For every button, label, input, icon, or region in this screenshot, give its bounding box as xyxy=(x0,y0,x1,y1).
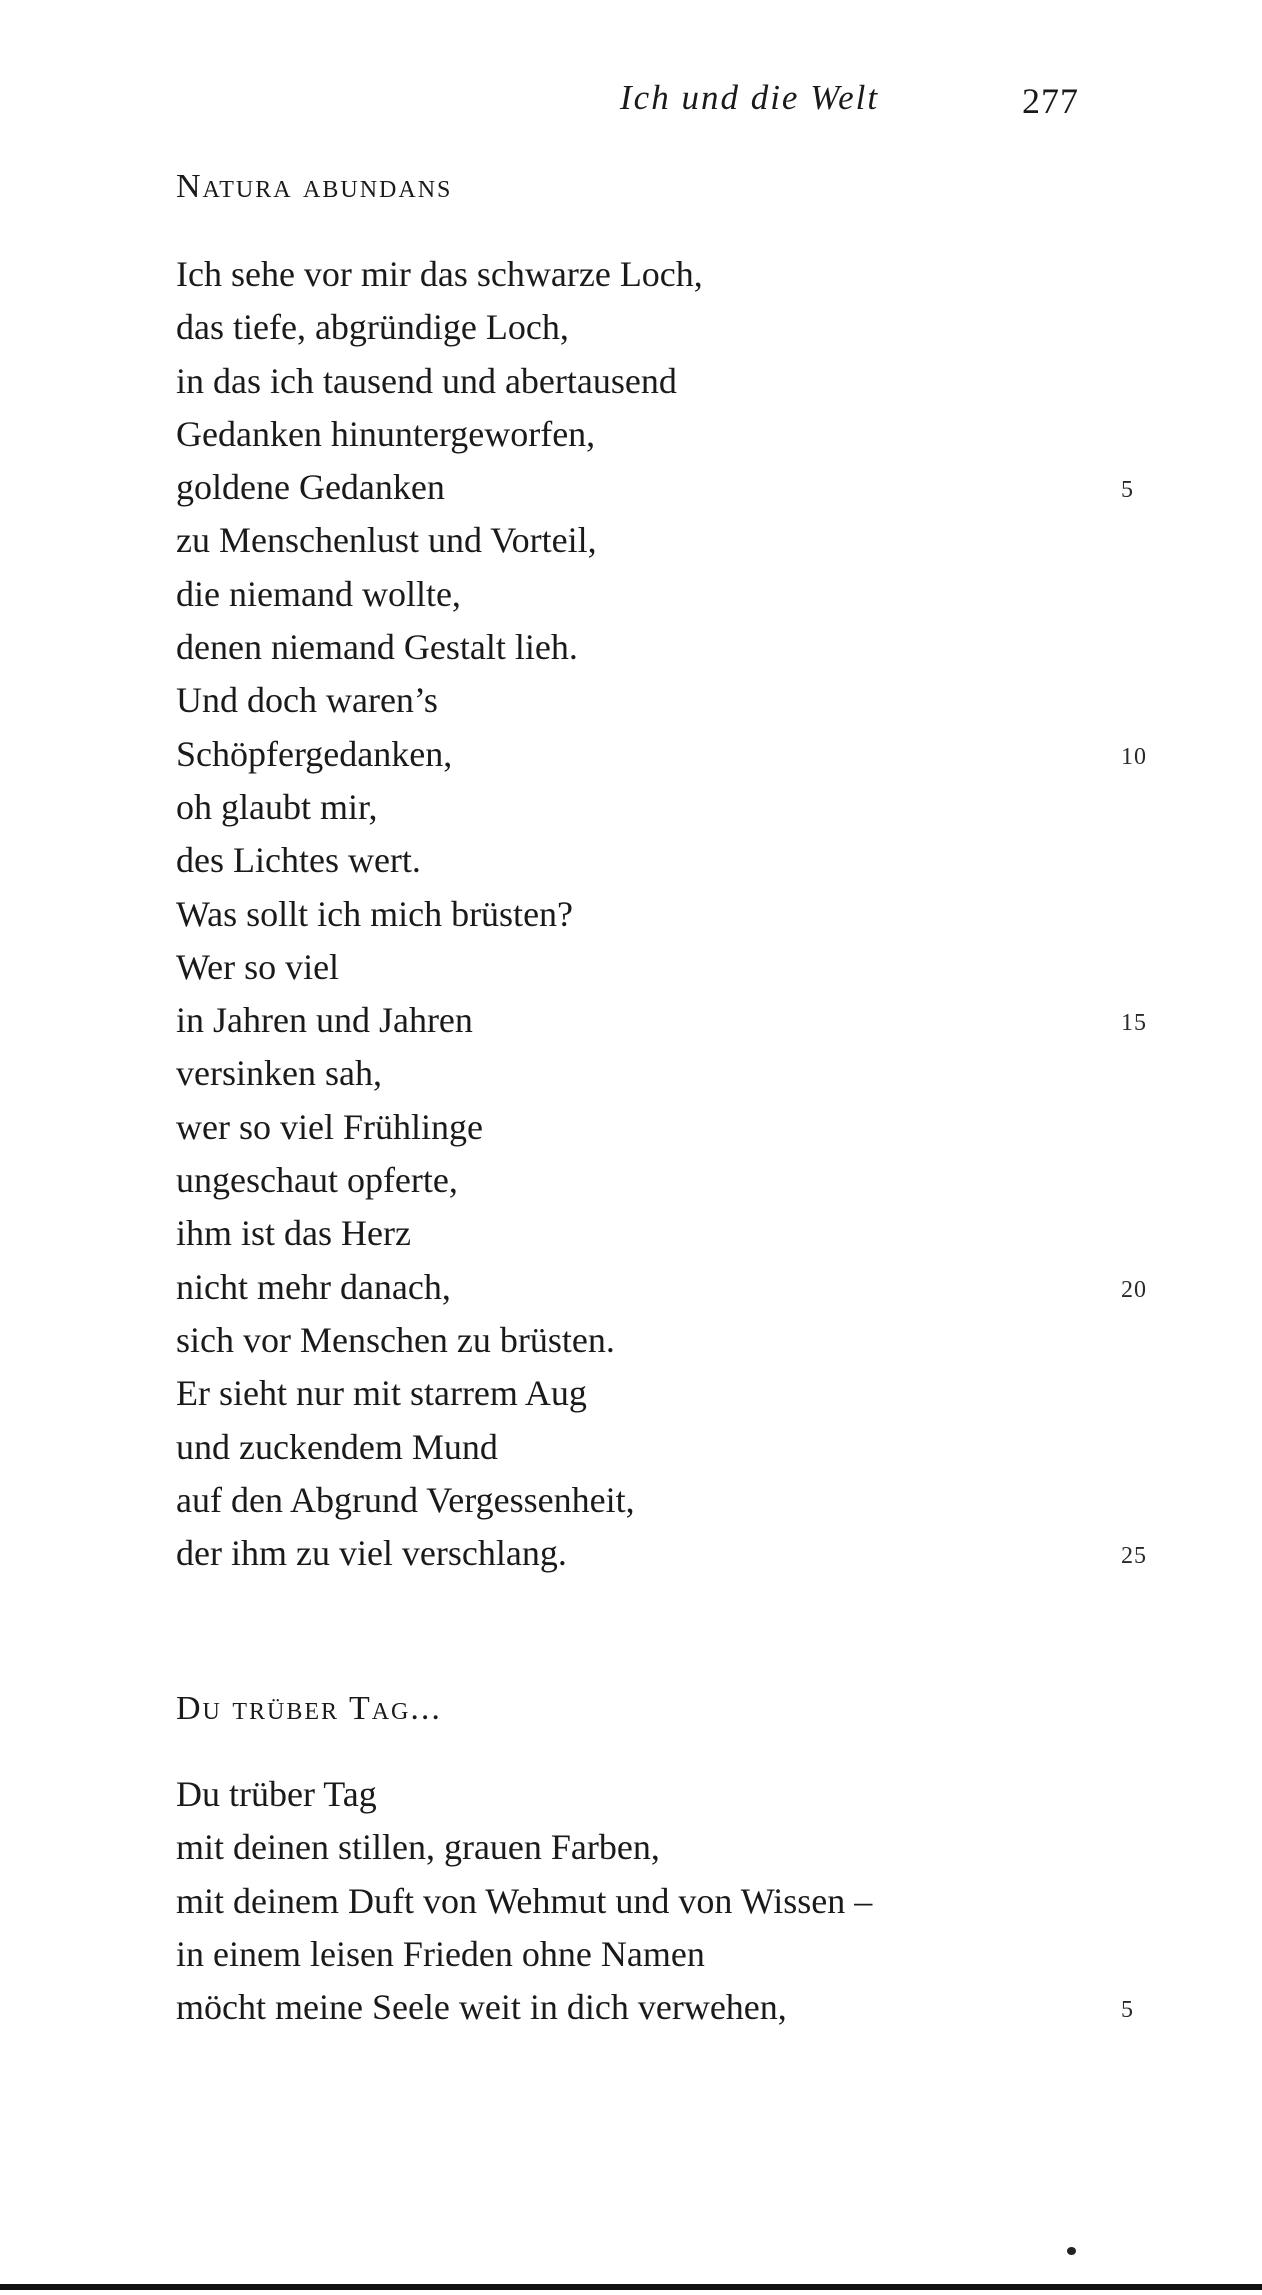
poem-line-text: und zuckendem Mund xyxy=(176,1426,498,1467)
poem-line xyxy=(176,355,1176,408)
poem-line xyxy=(176,461,1176,514)
poem-line xyxy=(176,568,1176,621)
poem-line xyxy=(176,1101,1176,1154)
poem-line-text: Und doch waren’s xyxy=(176,680,438,721)
poem-line-text: Was sollt ich mich brüsten? xyxy=(176,893,574,934)
poem-line xyxy=(176,728,1176,781)
poem-title: Du trüber Tag... xyxy=(176,1690,442,1727)
poem-line-text: oh glaubt mir, xyxy=(176,786,378,827)
poem-body xyxy=(176,248,1176,1580)
poem-line xyxy=(176,834,1176,887)
poem-line xyxy=(176,408,1176,461)
poem-line-text: Ich sehe vor mir das schwarze Loch, xyxy=(176,254,703,294)
poem-line-text: mit deinen stillen, grauen Farben, xyxy=(176,1827,660,1868)
page-edge xyxy=(0,2284,1262,2290)
poem-line-text: des Lichtes wert. xyxy=(176,840,421,881)
poem-line-text: in Jahren und Jahren xyxy=(176,1000,473,1041)
poem-body xyxy=(176,1768,1176,2034)
poem-line xyxy=(176,1474,1176,1527)
poem-line-text: sich vor Menschen zu brüsten. xyxy=(176,1319,615,1360)
poem-line-text: in das ich tausend und abertausend xyxy=(176,360,677,401)
running-head xyxy=(0,78,1262,128)
poem-line xyxy=(176,1154,1176,1207)
poem-line xyxy=(176,888,1176,941)
poem-line-text: Er sieht nur mit starrem Aug xyxy=(176,1373,587,1414)
line-number: 20 xyxy=(1121,1276,1147,1303)
page-number: 277 xyxy=(1022,81,1079,121)
poem-line xyxy=(176,1314,1176,1367)
poem-line xyxy=(176,514,1176,567)
poem-line xyxy=(176,248,1176,301)
poem-line xyxy=(176,994,1176,1047)
poem-line xyxy=(176,1421,1176,1474)
poem-line xyxy=(176,1768,1176,1821)
poem-line xyxy=(176,674,1176,727)
poem-line xyxy=(176,1928,1176,1981)
poem-line xyxy=(176,1207,1176,1260)
poem-line-text: nicht mehr danach, xyxy=(176,1266,451,1307)
poem-line xyxy=(176,301,1176,354)
poem-line-text: denen niemand Gestalt lieh. xyxy=(176,627,578,668)
poem-line xyxy=(176,1981,1176,2034)
poem-line xyxy=(176,1367,1176,1420)
poem-line-text: die niemand wollte, xyxy=(176,573,461,614)
line-number: 15 xyxy=(1121,1010,1147,1037)
line-number: 10 xyxy=(1121,743,1147,770)
line-number: 5 xyxy=(1121,1997,1134,2024)
poem-line-text: Du trüber Tag xyxy=(176,1774,377,1814)
running-title: Ich und die Welt xyxy=(620,78,880,117)
poem-line xyxy=(176,621,1176,674)
poem-line-text: der ihm zu viel verschlang. xyxy=(176,1533,567,1574)
poem-line-text: zu Menschenlust und Vorteil, xyxy=(176,520,597,561)
ink-speck xyxy=(1067,2247,1076,2255)
poem-line-text: Gedanken hinuntergeworfen, xyxy=(176,413,596,454)
poem-line-text: Wer so viel xyxy=(176,946,340,987)
poem-line xyxy=(176,1875,1176,1928)
poem-line-text: ihm ist das Herz xyxy=(176,1213,411,1254)
poem-line xyxy=(176,1821,1176,1874)
poem-line-text: ungeschaut opferte, xyxy=(176,1160,458,1201)
poem-line-text: versinken sah, xyxy=(176,1053,382,1094)
poem-line xyxy=(176,1047,1176,1100)
poem-line-text: in einem leisen Frieden ohne Namen xyxy=(176,1933,705,1974)
line-number: 25 xyxy=(1121,1543,1147,1570)
poem-line-text: möcht meine Seele weit in dich verwehen, xyxy=(176,1987,787,2028)
poem-line-text: Schöpfergedanken, xyxy=(176,733,453,774)
poem-line xyxy=(176,1527,1176,1580)
poem-line-text: das tiefe, abgründige Loch, xyxy=(176,307,569,348)
poem-title: Natura abundans xyxy=(176,168,453,205)
poem-line xyxy=(176,941,1176,994)
poem-line-text: mit deinem Duft von Wehmut und von Wissen – xyxy=(176,1880,873,1921)
poem-line-text: wer so viel Frühlinge xyxy=(176,1106,483,1147)
poem-line xyxy=(176,781,1176,834)
poem-line xyxy=(176,1261,1176,1314)
line-number: 5 xyxy=(1121,477,1134,504)
poem-line-text: goldene Gedanken xyxy=(176,467,445,508)
poem-line-text: auf den Abgrund Vergessenheit, xyxy=(176,1479,635,1520)
